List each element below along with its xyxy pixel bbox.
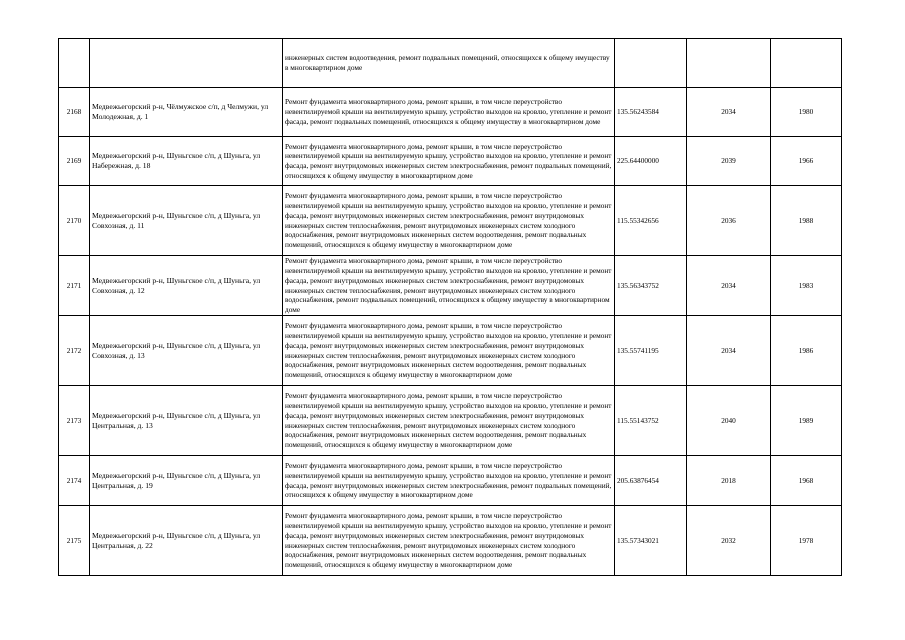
row-number <box>59 39 90 88</box>
row-year-built: 1988 <box>771 186 842 256</box>
row-year-plan: 2036 <box>687 186 771 256</box>
row-value: 115.55342656 <box>615 186 687 256</box>
table-row <box>59 39 842 88</box>
row-works: Ремонт фундамента многоквартирного дома, ремонт крыши, в том числе переустройство невентилируемой крыши на вентилируемую крышу, устройство выходов на кровлю, утепление и ремонт фасада, ремонт внутридомовых инженерных систем электроснабжения, ремонт внутридомовых инженерных систем теплоснабжения, ремонт внутридомовых инженерных систем холодного водоснабжения, ремонт подвальных помещений, относящихся к общему имуществу в многоквартирном доме <box>283 256 615 316</box>
row-number: 2170 <box>59 186 90 256</box>
row-value: 135.56243584 <box>615 88 687 137</box>
row-year-plan: 2040 <box>687 386 771 456</box>
row-year-plan: 2032 <box>687 506 771 576</box>
row-number: 2168 <box>59 88 90 137</box>
row-year-plan: 2034 <box>687 88 771 137</box>
table-row <box>59 316 842 386</box>
row-value: 135.56343752 <box>615 256 687 316</box>
row-address: Медвежьегорский р-н, Шуньгское с/п, д Шуньга, ул Центральная, д. 13 <box>90 386 283 456</box>
row-value <box>615 39 687 88</box>
row-year-built: 1983 <box>771 256 842 316</box>
row-year-plan: 2039 <box>687 137 771 186</box>
table-row <box>59 88 842 137</box>
row-year-built: 1978 <box>771 506 842 576</box>
registry-table <box>58 38 842 576</box>
row-number: 2174 <box>59 456 90 506</box>
row-works: Ремонт фундамента многоквартирного дома, ремонт крыши, в том числе переустройство невентилируемой крыши на вентилируемую крышу, устройство выходов на кровлю, утепление и ремонт фасада, ремонт подвальных помещений, относящихся к общему имуществу в многоквартирном доме <box>283 88 615 137</box>
table-row <box>59 186 842 256</box>
row-address: Медвежьегорский р-н, Шуньгское с/п, д Шуньга, ул Центральная, д. 22 <box>90 506 283 576</box>
row-value: 225.64400000 <box>615 137 687 186</box>
row-number: 2173 <box>59 386 90 456</box>
row-works: инженерных систем водоотведения, ремонт подвальных помещений, относящихся к общему имуществу в многоквартирном доме <box>283 39 615 88</box>
row-works: Ремонт фундамента многоквартирного дома, ремонт крыши, в том числе переустройство невентилируемой крыши на вентилируемую крышу, устройство выходов на кровлю, утепление и ремонт фасада, ремонт внутридомовых инженерных систем электроснабжения, ремонт внутридомовых инженерных систем теплоснабжения, ремонт внутридомовых инженерных систем холодного водоснабжения, ремонт внутридомовых инженерных систем водоотведения, ремонт подвальных помещений, относящихся к общему имуществу в многоквартирном доме <box>283 316 615 386</box>
row-works: Ремонт фундамента многоквартирного дома, ремонт крыши, в том числе переустройство невентилируемой крыши на вентилируемую крышу, устройство выходов на кровлю, утепление и ремонт фасада, ремонт внутридомовых инженерных систем электроснабжения, ремонт внутридомовых инженерных систем теплоснабжения, ремонт внутридомовых инженерных систем холодного водоснабжения, ремонт внутридомовых инженерных систем водоотведения, ремонт подвальных помещений, относящихся к общему имуществу в многоквартирном доме <box>283 186 615 256</box>
row-number: 2172 <box>59 316 90 386</box>
table-row <box>59 386 842 456</box>
row-address <box>90 39 283 88</box>
row-year-built: 1980 <box>771 88 842 137</box>
row-year-plan <box>687 39 771 88</box>
row-year-built: 1966 <box>771 137 842 186</box>
row-works: Ремонт фундамента многоквартирного дома, ремонт крыши, в том числе переустройство невентилируемой крыши на вентилируемую крышу, устройство выходов на кровлю, утепление и ремонт фасада, ремонт внутридомовых инженерных систем электроснабжения, ремонт внутридомовых инженерных систем теплоснабжения, ремонт внутридомовых инженерных систем холодного водоснабжения, ремонт внутридомовых инженерных систем водоотведения, ремонт подвальных помещений, относящихся к общему имуществу в многоквартирном доме <box>283 386 615 456</box>
row-number: 2171 <box>59 256 90 316</box>
row-value: 135.55741195 <box>615 316 687 386</box>
row-address: Медвежьегорский р-н, Шуньгское с/п, д Шуньга, ул Совхозная, д. 11 <box>90 186 283 256</box>
row-year-built: 1968 <box>771 456 842 506</box>
row-works: Ремонт фундамента многоквартирного дома, ремонт крыши, в том числе переустройство невентилируемой крыши на вентилируемую крышу, устройство выходов на кровлю, утепление и ремонт фасада, ремонт внутридомовых инженерных систем электроснабжения, ремонт подвальных помещений, относящихся к общему имуществу в многоквартирном доме <box>283 456 615 506</box>
row-value: 115.55143752 <box>615 386 687 456</box>
row-year-built <box>771 39 842 88</box>
row-value: 135.57343021 <box>615 506 687 576</box>
row-address: Медвежьегорский р-н, Чёлмужское с/п, д Челмужи, ул Молодежная, д. 1 <box>90 88 283 137</box>
row-year-built: 1989 <box>771 386 842 456</box>
row-year-plan: 2034 <box>687 316 771 386</box>
row-year-built: 1986 <box>771 316 842 386</box>
row-address: Медвежьегорский р-н, Шуньгское с/п, д Шуньга, ул Совхозная, д. 12 <box>90 256 283 316</box>
row-works: Ремонт фундамента многоквартирного дома, ремонт крыши, в том числе переустройство невентилируемой крыши на вентилируемую крышу, устройство выходов на кровлю, утепление и ремонт фасада, ремонт внутридомовых инженерных систем электроснабжения, ремонт внутридомовых инженерных систем теплоснабжения, ремонт внутридомовых инженерных систем холодного водоснабжения, ремонт внутридомовых инженерных систем водоотведения, ремонт подвальных помещений, относящихся к общему имуществу в многоквартирном доме <box>283 506 615 576</box>
row-address: Медвежьегорский р-н, Шуньгское с/п, д Шуньга, ул Центральная, д. 19 <box>90 456 283 506</box>
table-row <box>59 137 842 186</box>
row-year-plan: 2034 <box>687 256 771 316</box>
row-value: 205.63876454 <box>615 456 687 506</box>
table-row <box>59 506 842 576</box>
row-address: Медвежьегорский р-н, Шуньгское с/п, д Шуньга, ул Набережная, д. 18 <box>90 137 283 186</box>
row-number: 2169 <box>59 137 90 186</box>
row-works: Ремонт фундамента многоквартирного дома, ремонт крыши, в том числе переустройство невентилируемой крыши на вентилируемую крышу, устройство выходов на кровлю, утепление и ремонт фасада, ремонт внутридомовых инженерных систем электроснабжения, ремонт подвальных помещений, относящихся к общему имуществу в многоквартирном доме <box>283 137 615 186</box>
row-address: Медвежьегорский р-н, Шуньгское с/п, д Шуньга, ул Совхозная, д. 13 <box>90 316 283 386</box>
table-row <box>59 456 842 506</box>
row-number: 2175 <box>59 506 90 576</box>
table-row <box>59 256 842 316</box>
row-year-plan: 2018 <box>687 456 771 506</box>
